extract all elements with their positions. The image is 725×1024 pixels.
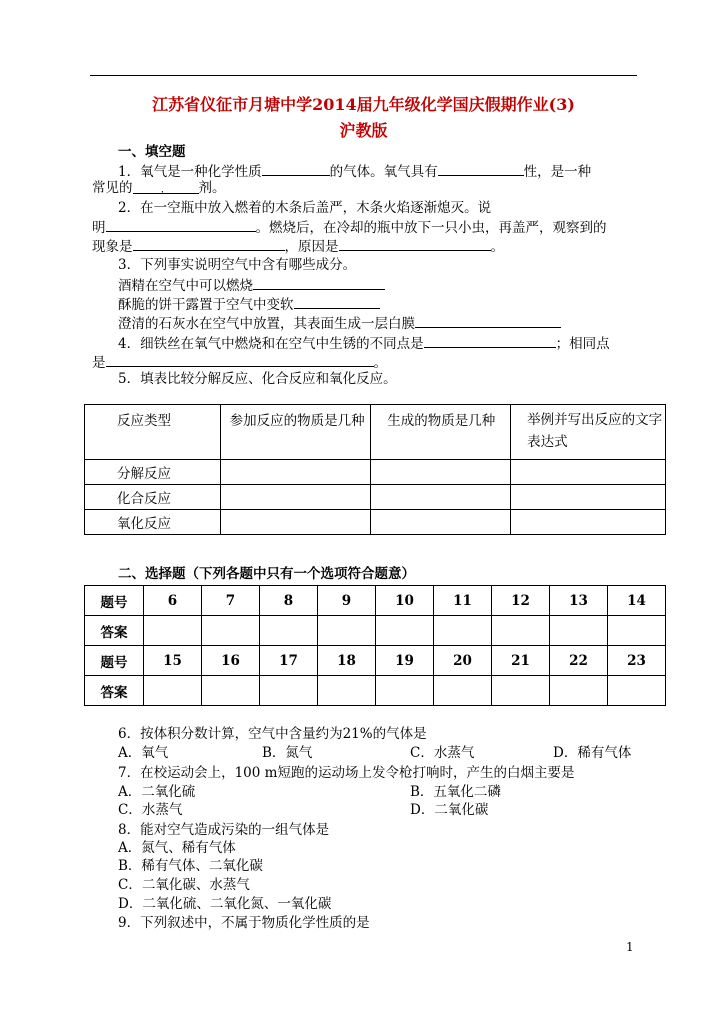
answer-cell[interactable] bbox=[144, 676, 202, 706]
table-row-label: 化合反应 bbox=[85, 485, 221, 510]
table-cell[interactable] bbox=[371, 460, 511, 485]
table-cell[interactable] bbox=[511, 510, 666, 535]
answer-cell[interactable] bbox=[550, 616, 608, 646]
answer-cell[interactable] bbox=[318, 616, 376, 646]
blank[interactable] bbox=[339, 236, 491, 251]
blank[interactable]: ， bbox=[133, 179, 199, 194]
question-number: 23 bbox=[608, 646, 666, 676]
q3-line4: 澄清的石灰水在空气中放置，其表面生成一层白膜 bbox=[118, 313, 561, 333]
q7-option-c: C．水蒸气 bbox=[118, 802, 183, 818]
q3-line2: 酒精在空气中可以燃烧 bbox=[118, 275, 385, 295]
q3-line1: 3．下列事实说明空气中含有哪些成分。 bbox=[118, 257, 357, 273]
answer-cell[interactable] bbox=[608, 616, 666, 646]
table-cell[interactable] bbox=[371, 510, 511, 535]
blank[interactable] bbox=[253, 275, 385, 290]
table-header: 反应类型 bbox=[85, 405, 221, 460]
question-number: 14 bbox=[608, 586, 666, 616]
answer-cell[interactable] bbox=[260, 676, 318, 706]
answer-cell[interactable] bbox=[318, 676, 376, 706]
table-cell[interactable] bbox=[511, 460, 666, 485]
q8-option-d: D．二氧化硫、二氧化氮、一氧化碳 bbox=[118, 896, 332, 912]
question-number: 21 bbox=[492, 646, 550, 676]
answer-cell[interactable] bbox=[376, 676, 434, 706]
q1-line2: 常见的 ， 剂。 bbox=[92, 180, 226, 196]
q6-option-b: B．氮气 bbox=[262, 745, 313, 761]
q7-stem: 7．在校运动会上，100 m短跑的运动场上发令枪打响时，产生的白烟主要是 bbox=[118, 765, 575, 781]
q8-option-c: C．二氧化碳、水蒸气 bbox=[118, 877, 250, 893]
question-number: 22 bbox=[550, 646, 608, 676]
question-number: 12 bbox=[492, 586, 550, 616]
blank[interactable] bbox=[424, 333, 556, 348]
table-header: 举例并写出反应的文字表达式 bbox=[511, 405, 666, 460]
grid-label: 题号 bbox=[85, 646, 144, 676]
grid-label: 答案 bbox=[85, 616, 144, 646]
q6-option-c: C．水蒸气 bbox=[410, 745, 475, 761]
q8-option-a: A．氮气、稀有气体 bbox=[118, 840, 236, 856]
answer-cell[interactable] bbox=[492, 616, 550, 646]
question-number: 18 bbox=[318, 646, 376, 676]
q3-line3: 酥脆的饼干露置于空气中变软 bbox=[118, 294, 380, 314]
document-title: 江苏省仪征市月塘中学2014届九年级化学国庆假期作业(3) bbox=[152, 95, 575, 114]
q8-stem: 8．能对空气造成污染的一组气体是 bbox=[118, 822, 330, 838]
question-number: 19 bbox=[376, 646, 434, 676]
question-number: 16 bbox=[202, 646, 260, 676]
blank[interactable] bbox=[262, 161, 330, 176]
q4-line2: 是 。 bbox=[92, 352, 387, 372]
answer-cell[interactable] bbox=[144, 616, 202, 646]
table-cell[interactable] bbox=[220, 485, 371, 510]
answer-cell[interactable] bbox=[260, 616, 318, 646]
section2-heading: 二、选择题（下列各题中只有一个选项符合题意） bbox=[118, 566, 415, 582]
q7-option-a: A．二氧化硫 bbox=[118, 784, 196, 800]
question-number: 13 bbox=[550, 586, 608, 616]
blank[interactable] bbox=[294, 294, 380, 309]
q2-line3: 现象是 ，原因是 。 bbox=[92, 236, 504, 256]
question-number: 17 bbox=[260, 646, 318, 676]
question-number: 8 bbox=[260, 586, 318, 616]
answer-cell[interactable] bbox=[550, 676, 608, 706]
q9-stem: 9．下列叙述中，不属于物质化学性质的是 bbox=[118, 915, 370, 931]
q6-option-a: A．氧气 bbox=[118, 745, 169, 761]
answer-cell[interactable] bbox=[434, 676, 492, 706]
answer-grid bbox=[84, 585, 666, 706]
header-rule bbox=[90, 75, 637, 76]
blank[interactable] bbox=[133, 236, 285, 251]
q2-line2: 明 。燃烧后，在冷却的瓶中放下一只小虫，再盖严，观察到的 bbox=[92, 217, 607, 237]
answer-cell[interactable] bbox=[608, 676, 666, 706]
table-row-label: 分解反应 bbox=[85, 460, 221, 485]
q5-text: 5．填表比较分解反应、化合反应和氧化反应。 bbox=[118, 371, 397, 387]
question-number: 11 bbox=[434, 586, 492, 616]
q1-line1: 1．氧气是一种化学性质 的气体。氧气具有 性，是一种 bbox=[118, 161, 591, 181]
question-number: 7 bbox=[202, 586, 260, 616]
section1-heading: 一、填空题 bbox=[118, 144, 186, 160]
blank[interactable] bbox=[415, 313, 561, 328]
table-cell[interactable] bbox=[371, 485, 511, 510]
answer-cell[interactable] bbox=[202, 676, 260, 706]
q7-option-b: B．五氧化二磷 bbox=[410, 784, 501, 800]
answer-cell[interactable] bbox=[434, 616, 492, 646]
answer-cell[interactable] bbox=[492, 676, 550, 706]
table-cell[interactable] bbox=[511, 485, 666, 510]
grid-label: 答案 bbox=[85, 676, 144, 706]
question-number: 15 bbox=[144, 646, 202, 676]
blank[interactable] bbox=[106, 217, 256, 232]
page-number: 1 bbox=[626, 940, 634, 954]
question-number: 6 bbox=[144, 586, 202, 616]
q6-stem: 6．按体积分数计算，空气中含量约为21%的气体是 bbox=[118, 726, 427, 742]
q7-option-d: D．二氧化碳 bbox=[410, 802, 489, 818]
question-number: 9 bbox=[318, 586, 376, 616]
table-row-label: 氧化反应 bbox=[85, 510, 221, 535]
q4-line1: 4．细铁丝在氧气中燃烧和在空气中生锈的不同点是 ；相同点 bbox=[118, 333, 610, 353]
table-header: 参加反应的物质是几种 bbox=[220, 405, 371, 460]
answer-cell[interactable] bbox=[202, 616, 260, 646]
q8-option-b: B．稀有气体、二氧化碳 bbox=[118, 858, 263, 874]
reaction-comparison-table bbox=[84, 404, 666, 535]
q2-line1: 2．在一空瓶中放入燃着的木条后盖严，木条火焰逐渐熄灭。说 bbox=[118, 200, 492, 216]
grid-label: 题号 bbox=[85, 586, 144, 616]
question-number: 10 bbox=[376, 586, 434, 616]
document-subtitle: 沪教版 bbox=[339, 121, 388, 140]
table-header: 生成的物质是几种 bbox=[371, 405, 511, 460]
question-number: 20 bbox=[434, 646, 492, 676]
table-cell[interactable] bbox=[220, 510, 371, 535]
q6-option-d: D．稀有气体 bbox=[553, 745, 632, 761]
blank[interactable] bbox=[106, 352, 374, 367]
answer-cell[interactable] bbox=[376, 616, 434, 646]
blank[interactable] bbox=[438, 161, 524, 176]
table-cell[interactable] bbox=[220, 460, 371, 485]
